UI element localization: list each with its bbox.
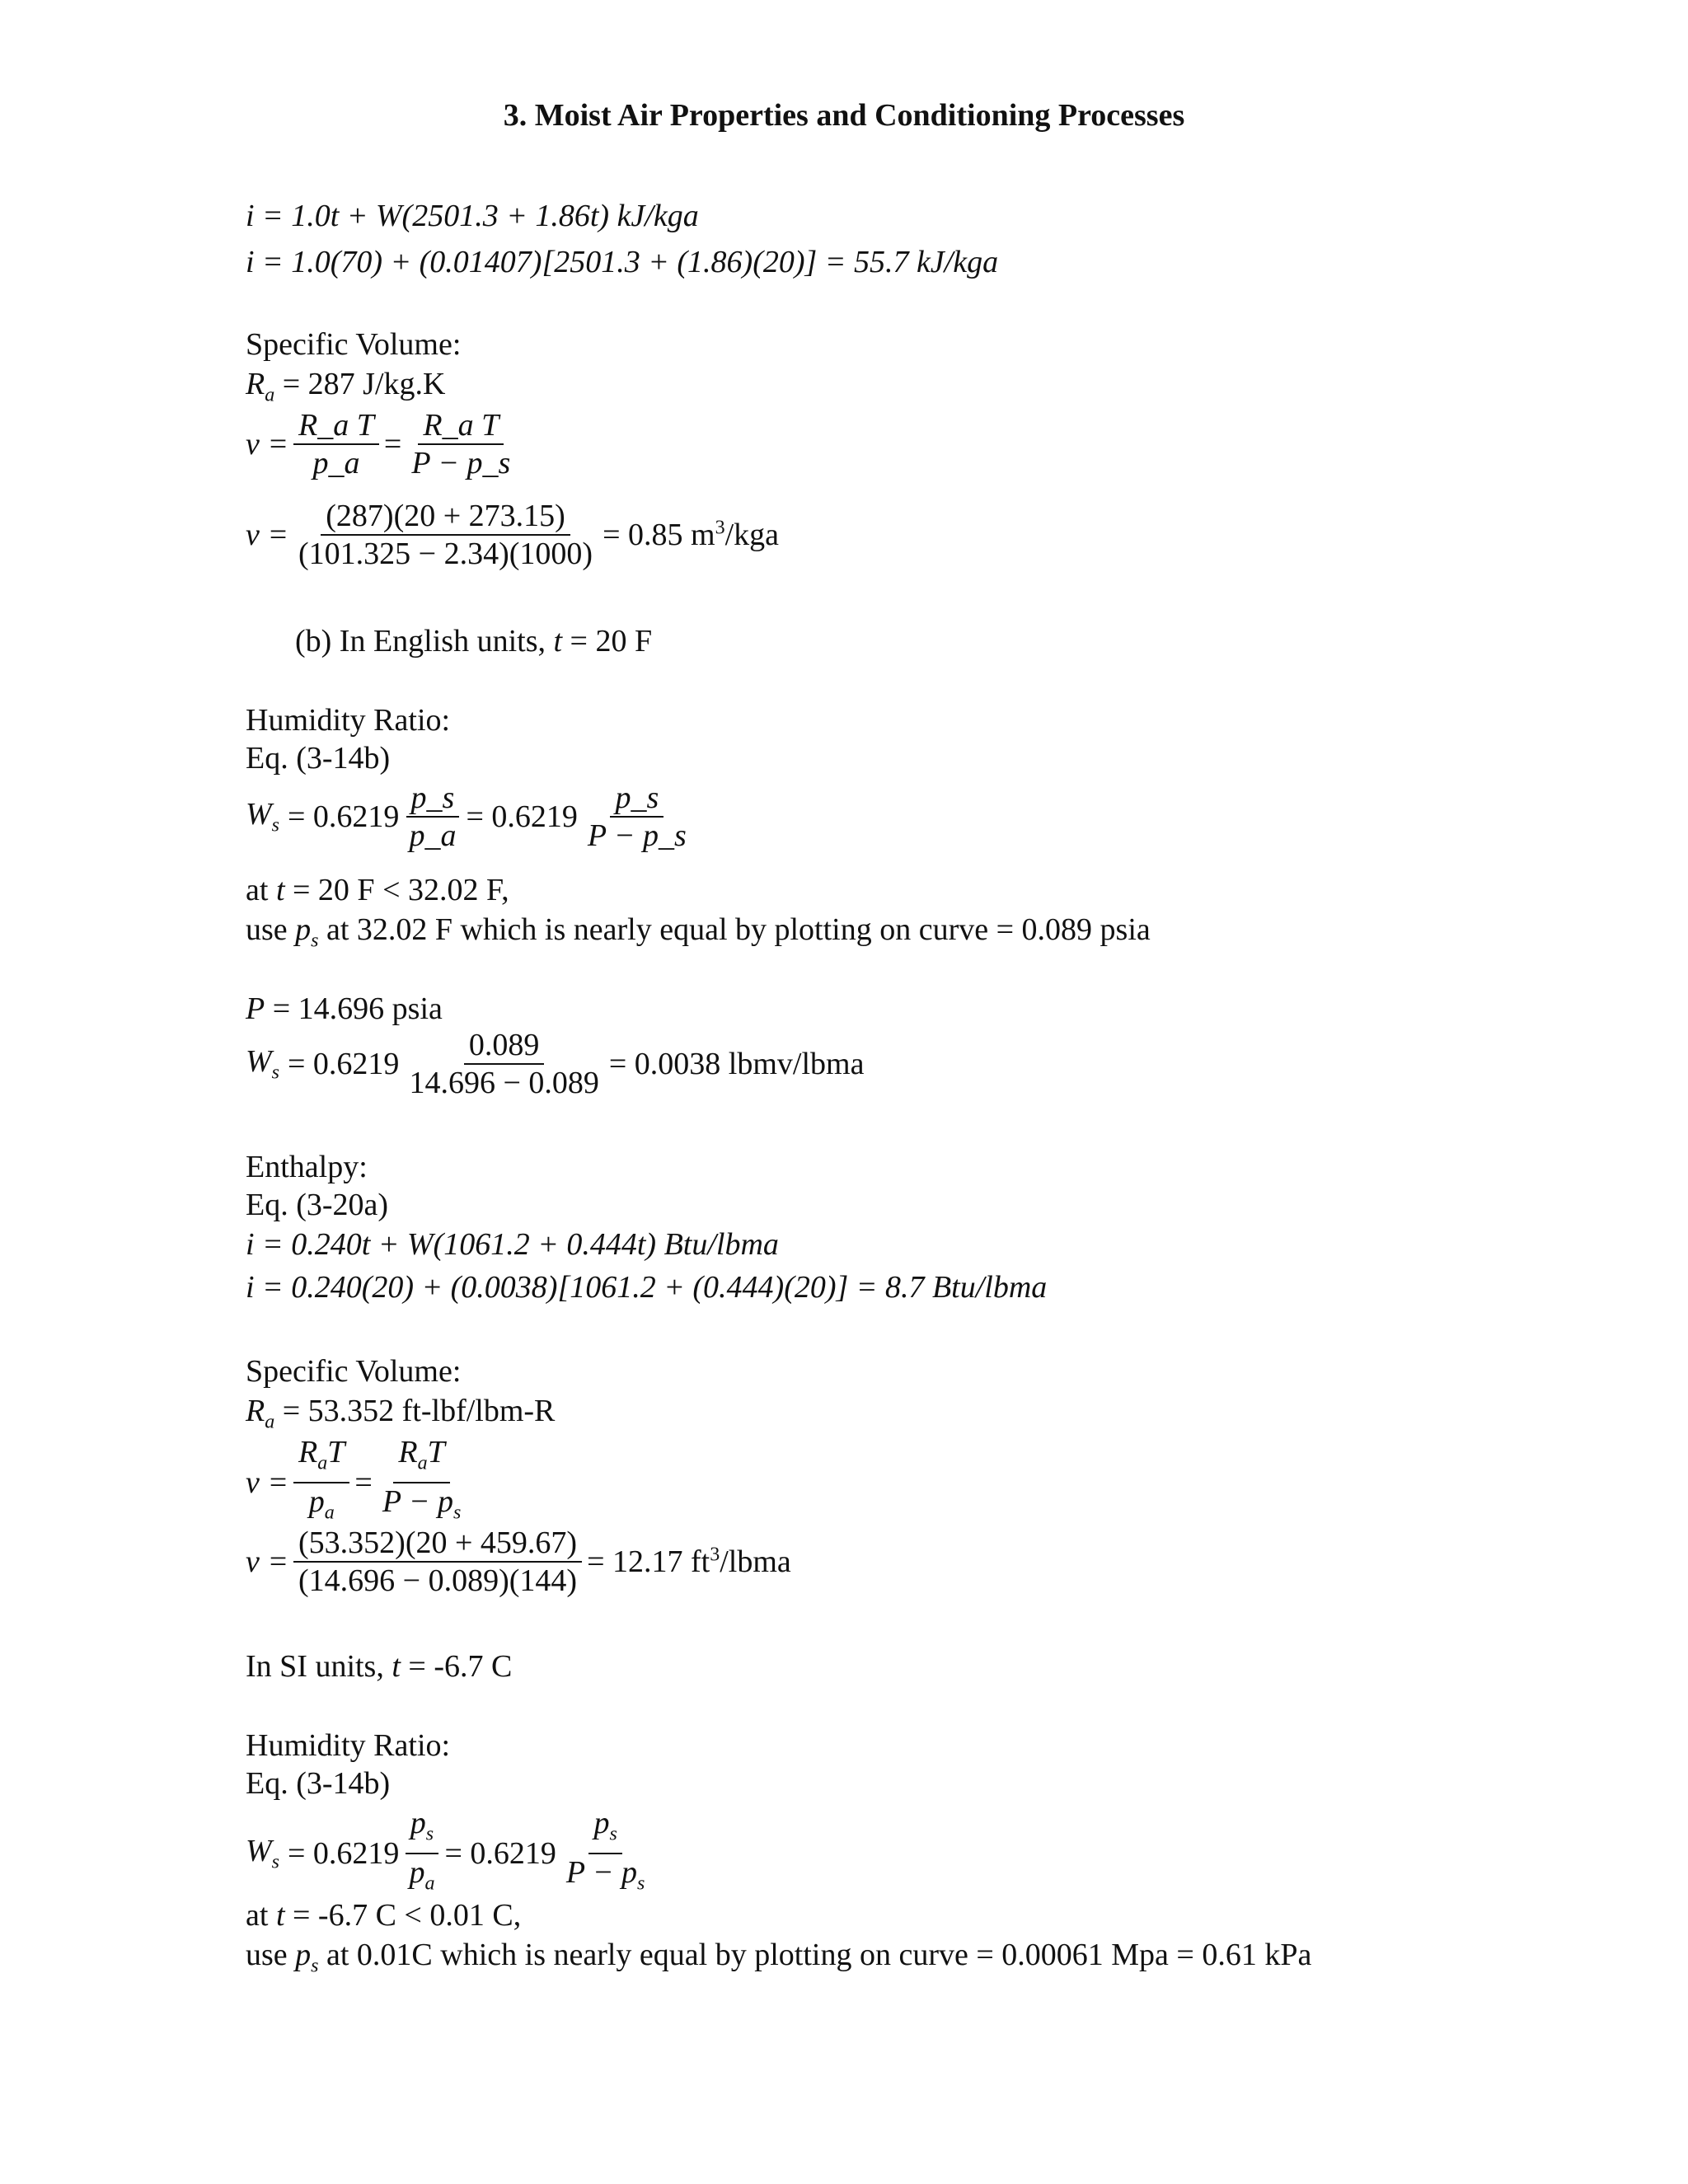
english-ws-formula: $W_s$ = 0.6219 $\frac{p\_s}{p\_a}$ = 0.6219 $\frac{p\_s}{P - p\_s}$ [246,780,696,854]
fraction: $\frac{(53.352)(20 + 459.67)}{(14.696 - 0.089)(144)}$ [293,1525,582,1599]
fraction: $\frac{p\_s}{p\_a}$ [404,780,461,854]
english-enthalpy-heading: Enthalpy: [246,1150,368,1184]
english-enthalpy-equation: i = 0.240t + W(1061.2 + 0.444t) Btu/lbma [246,1227,779,1262]
english-enthalpy-calculation: i = 0.240(20) + (0.0038)[1061.2 + (0.444)(20)] = 8.7 Btu/lbma [246,1270,1048,1305]
page-title: 3. Moist Air Properties and Conditioning Processes [503,98,1185,133]
english-condition: at t = 20 F < 32.02 F, [246,873,509,907]
fraction: $\frac{p_s}{p_a}$ [404,1805,439,1901]
si-humidity-heading: Humidity Ratio: [246,1728,451,1763]
si-humidity-eq-ref: Eq. (3-14b) [246,1766,391,1801]
english-ps-note: use $p_s$ at 32.02 F which is nearly equal by plotting on curve = 0.089 psia [246,912,1151,952]
english-volume-calculation: v = $\frac{(53.352)(20 + 459.67)}{(14.696 - 0.089)(144)}$ = 12.17 $ft^3$/lbma [246,1526,791,1598]
fraction: $\frac{R_aT}{p_a}$ [293,1434,349,1530]
english-units-subheading: (b) In English units, t = 20 F [295,624,653,658]
si-enthalpy-equation: i = 1.0t + W(2501.3 + 1.86t) kJ/kga [246,199,699,233]
si-enthalpy-calculation: i = 1.0(70) + (0.01407)[2501.3 + (1.86)(20)] = 55.7 kJ/kga [246,245,999,279]
fraction: $\frac{\text{R\_a T}}{p\_a}$ [293,407,379,481]
fraction: $\frac{R_aT}{P - p_s}$ [382,1435,462,1524]
si-gas-constant: $R_a = 287$ J/kg.K [246,367,446,406]
english-volume-heading: Specific Volume: [246,1354,462,1389]
english-gas-constant: $R_a = 53.352$ ft-lbf/lbm-R [246,1394,556,1433]
fraction: $\frac{0.089}{14.696 - 0.089}$ [409,1028,599,1100]
english-enthalpy-eq-ref: Eq. (3-20a) [246,1188,389,1222]
fraction: $\frac{p\_s}{P - p\_s}$ [587,780,687,853]
english-volume-formula: v = $\frac{R_aT}{p_a}$ = $\frac{R_aT}{P - p_s}$ [246,1434,471,1530]
si-volume-heading: Specific Volume: [246,327,462,362]
si-volume-calculation: v = $\frac{(287)(20 + 273.15)}{(101.325 - 2.34)(1000)}$ = 0.85 $m^3$/kga [246,499,780,571]
si-volume-formula: v = $\frac{\text{R\_a T}}{p\_a}$ = $\frac{\text{R\_a T}}{P - p\_s}$ [246,407,520,481]
si-condition: at t = -6.7 C < 0.01 C, [246,1898,522,1933]
si-ps-note: use $p_s$ at 0.01C which is nearly equal by plotting on curve = 0.00061 Mpa = 0.61 kPa [246,1938,1312,1977]
fraction: $\frac{\text{R\_a T}}{P - p\_s}$ [411,408,511,480]
fraction: $\frac{(287)(20 + 273.15)}{(101.325 - 2.34)(1000)}$ [298,499,593,571]
fraction: $\frac{p_s}{P - p_s}$ [565,1806,645,1895]
english-humidity-heading: Humidity Ratio: [246,703,451,738]
english-humidity-eq-ref: Eq. (3-14b) [246,741,391,776]
english-ws-calculation: $W_s$ = 0.6219 $\frac{0.089}{14.696 - 0.089}$ = 0.0038 lbmv/lbma [246,1028,865,1100]
si-ws-formula: $W_s$ = 0.6219 $\frac{p_s}{p_a}$ = 0.6219 $\frac{p_s}{P - p_s}$ [246,1805,654,1901]
english-pressure: P = 14.696 psia [246,991,443,1026]
si-units-heading: In SI units, t = -6.7 C [246,1649,513,1684]
